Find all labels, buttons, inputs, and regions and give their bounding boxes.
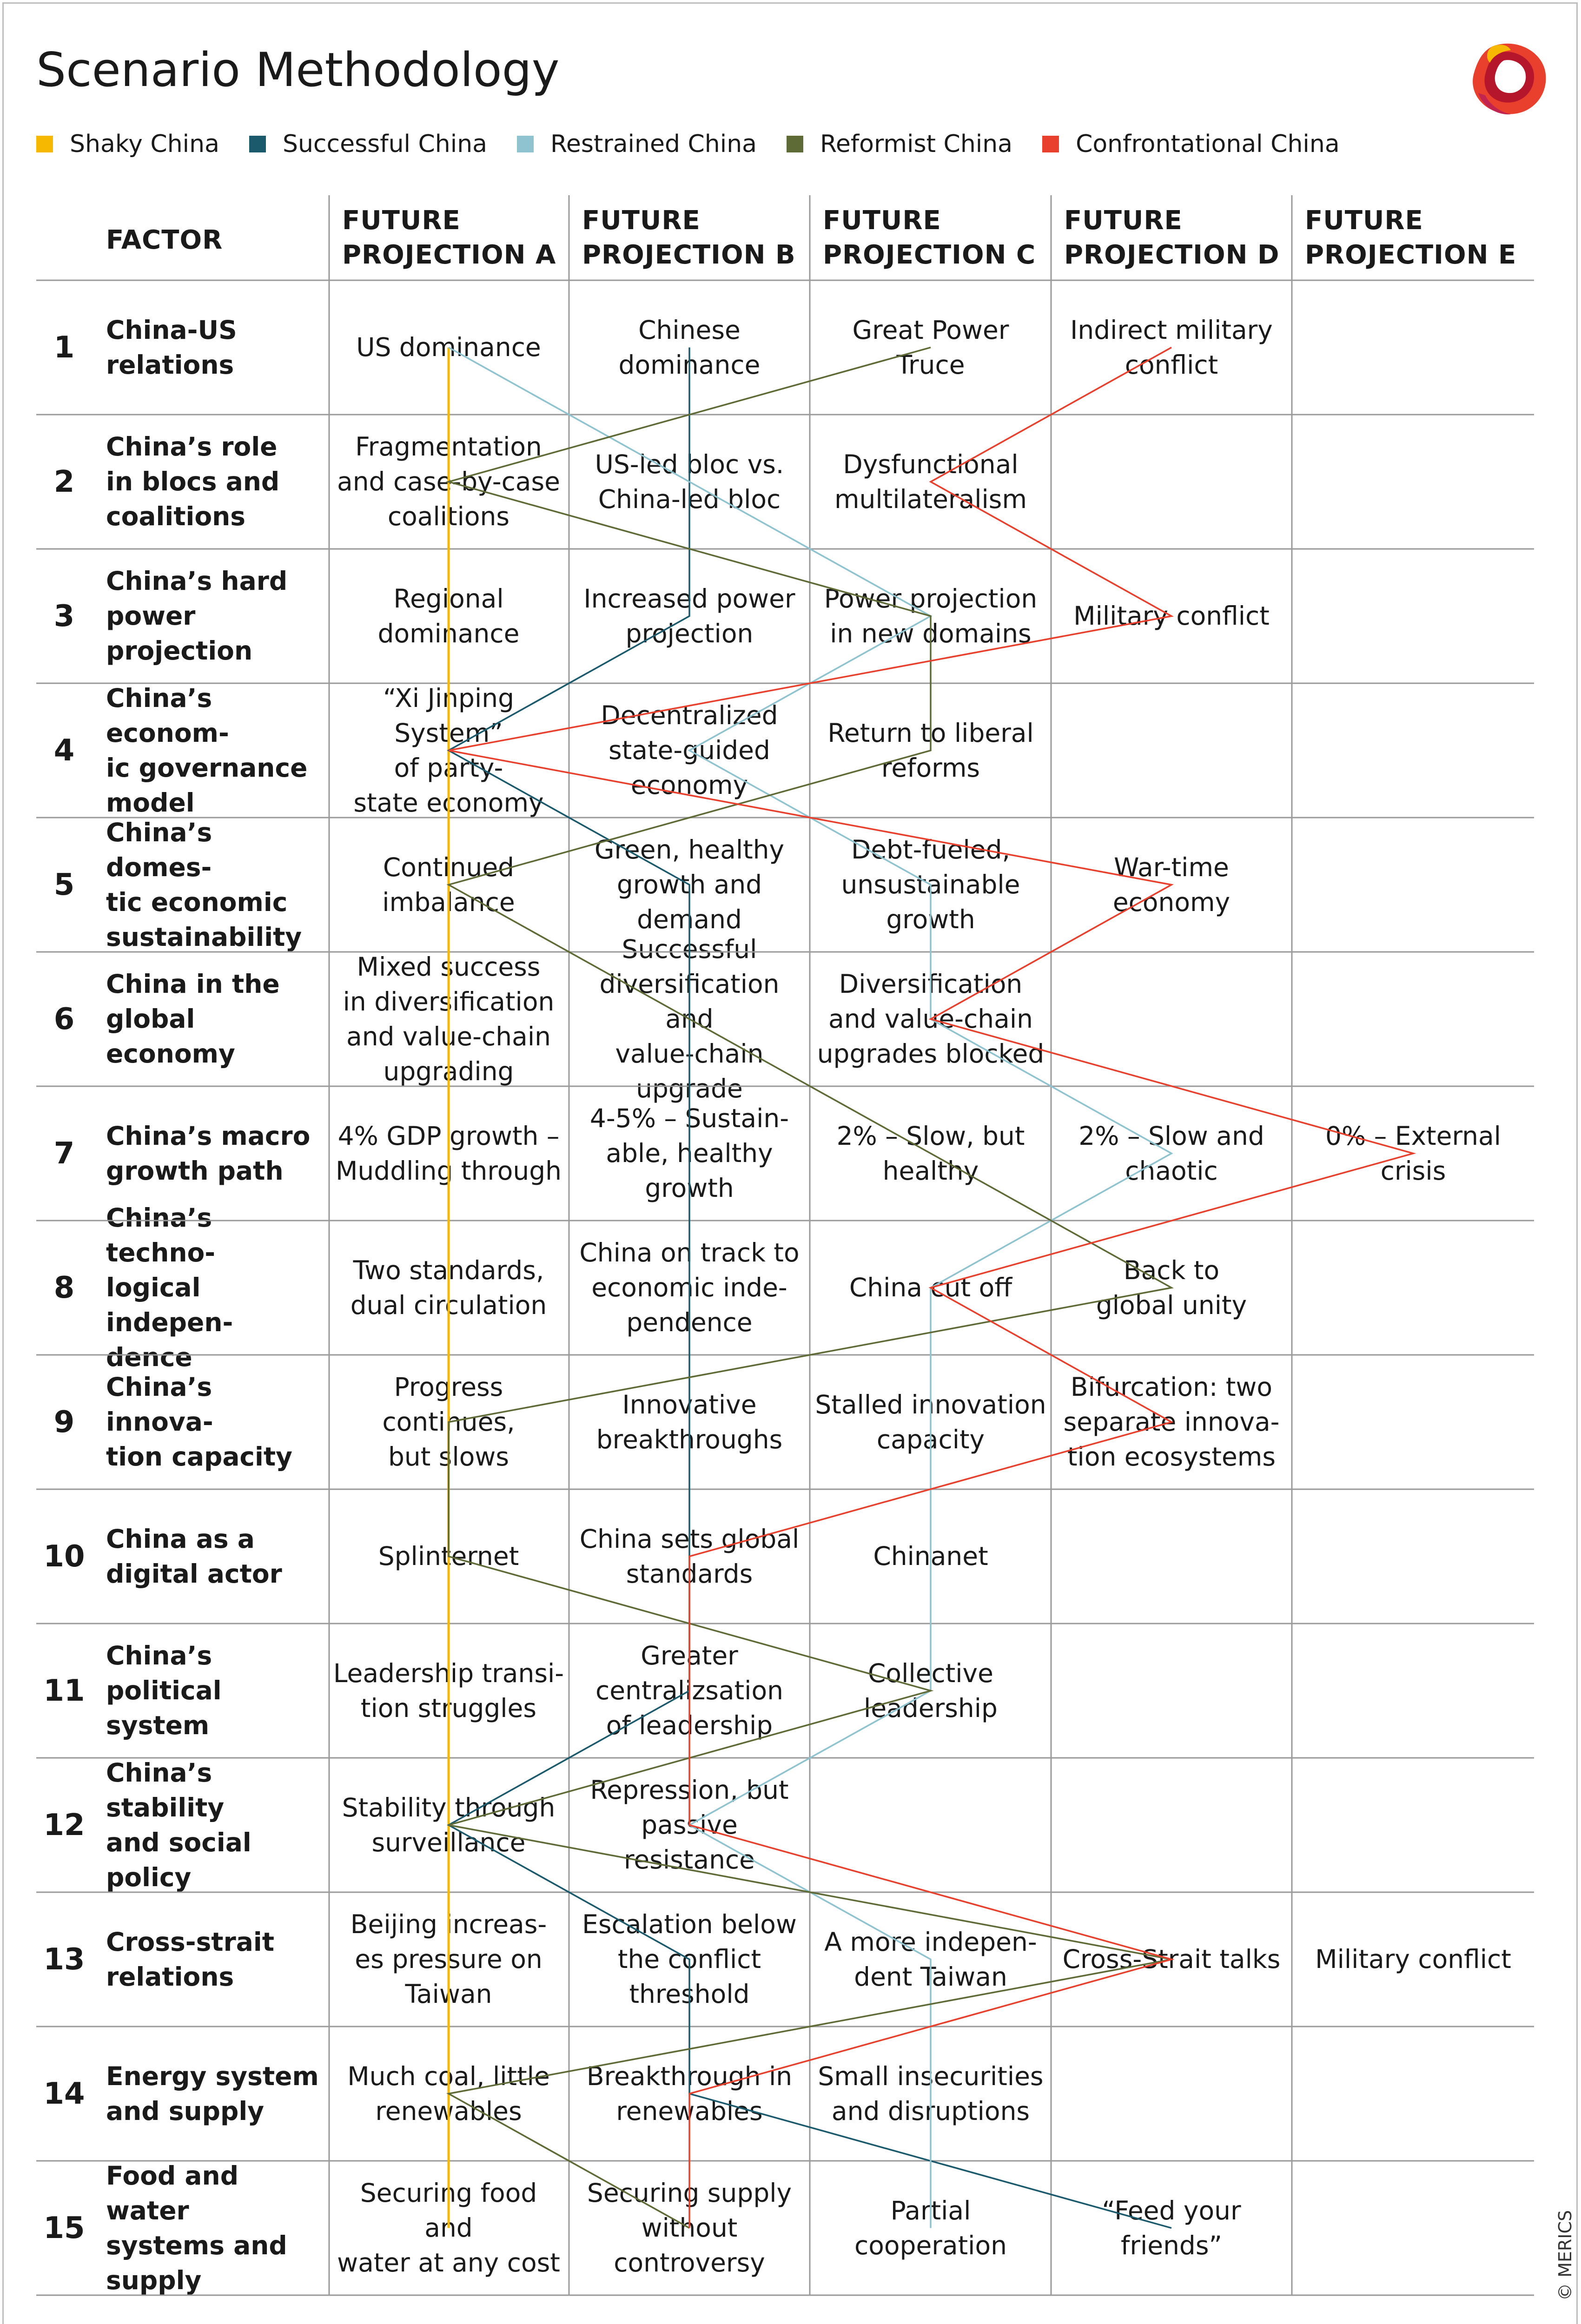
factor-label <box>106 1892 324 2027</box>
projection-cell-line: Breakthrough in <box>586 2061 793 2091</box>
factor-label-line: China’s econom- <box>106 683 229 748</box>
projection-cell-line: threshold <box>629 1979 750 2009</box>
projection-cell-line: China sets global <box>579 1524 800 1554</box>
projection-cell <box>1055 1086 1288 1221</box>
projection-cell-line: 2% – Slow and <box>1078 1121 1264 1151</box>
projection-cell <box>332 1489 565 1624</box>
projection-cell-line: and value-chain <box>828 1004 1033 1034</box>
row-number: 11 <box>43 1673 85 1708</box>
projection-cell-line: Dysfunctional <box>843 449 1019 479</box>
projection-cell <box>332 1355 565 1489</box>
projection-cell <box>573 1624 806 1758</box>
projection-cell <box>814 415 1047 549</box>
projection-cell-line: US dominance <box>356 332 541 362</box>
projection-cell <box>332 1758 565 1892</box>
factor-label-line: relations <box>106 350 234 380</box>
projection-cell <box>573 1086 806 1221</box>
projection-cell-line: without <box>641 2213 738 2243</box>
legend-label: Confrontational China <box>1076 130 1340 158</box>
legend-label: Successful China <box>282 130 488 158</box>
projection-cell-line: economy <box>1112 887 1230 917</box>
projection-cell <box>573 1355 806 1489</box>
factor-label <box>106 415 324 549</box>
projection-cell-line: able, healthy <box>606 1138 773 1168</box>
projection-cell-line: Great Power <box>852 315 1009 345</box>
projection-cell <box>814 1489 1047 1624</box>
row-number: 12 <box>43 1808 85 1842</box>
projection-cell <box>814 2027 1047 2161</box>
projection-cell <box>814 1221 1047 1355</box>
projection-cell-line: centralizsation <box>595 1676 783 1705</box>
factor-label-line: China as a <box>106 1524 255 1554</box>
projection-cell <box>332 280 565 415</box>
projection-cell-line: Beijing increas- <box>350 1909 547 1939</box>
projection-cell-line: Regional <box>393 583 504 614</box>
factor-label-line: China’s political <box>106 1641 222 1705</box>
projection-cell-line: Innovative <box>622 1389 757 1419</box>
factor-label-line: China’s domes- <box>106 817 212 882</box>
projection-cell-line: Collective <box>868 1658 993 1688</box>
factor-label <box>106 1489 324 1624</box>
projection-cell-line: value-chain upgrade <box>615 1039 764 1103</box>
projection-cell <box>332 1624 565 1758</box>
projection-cell-line: economic inde- <box>591 1273 787 1302</box>
projection-cell <box>573 2027 806 2161</box>
projection-cell-line: Return to liberal <box>827 718 1034 748</box>
projection-cell-line: in new domains <box>830 618 1032 648</box>
projection-cell-line: Chinese <box>638 315 741 345</box>
projection-cell-line: surveillance <box>371 1827 526 1857</box>
factor-label-line: Energy system <box>106 2061 319 2091</box>
factor-label-line: tic economic <box>106 887 288 917</box>
projection-cell-line: Securing food and <box>360 2178 537 2243</box>
projection-cell-line: China-led bloc <box>598 484 781 514</box>
row-number: 14 <box>43 2076 85 2111</box>
projection-cell-line: Military conflict <box>1073 601 1270 631</box>
projection-cell-line: dominance <box>618 350 761 380</box>
factor-label-line: China-US <box>106 315 237 345</box>
projection-cell-line: and value-chain <box>346 1021 551 1051</box>
factor-label-line: power projection <box>106 601 253 666</box>
factor-label-line: and social policy <box>106 1827 251 1892</box>
projection-cell-line: 4-5% – Sustain- <box>589 1103 789 1133</box>
projection-cell-line: Partial <box>890 2195 971 2225</box>
projection-header-line: FUTURE <box>342 205 461 236</box>
factor-label-line: system <box>106 1710 210 1740</box>
projection-cell-line: chaotic <box>1125 1155 1218 1186</box>
factor-label-line: China’s innova- <box>106 1372 213 1437</box>
projection-cell-line: demand <box>637 905 742 934</box>
projection-cell-line: Repression, but <box>590 1775 789 1805</box>
projection-cell-line: continues, <box>382 1407 515 1437</box>
legend-label: Restrained China <box>550 130 757 158</box>
legend-label: Shaky China <box>70 130 219 158</box>
projection-cell-line: renewables <box>616 2096 763 2126</box>
projection-cell-line: Debt-fueled, <box>851 835 1011 865</box>
projection-cell-line: in diversification <box>343 986 555 1017</box>
row-number: 7 <box>53 1136 75 1171</box>
projection-cell-line: Muddling through <box>335 1155 562 1186</box>
projection-header-line: PROJECTION D <box>1064 240 1280 270</box>
factor-label-line: in blocs and <box>106 467 280 496</box>
factor-label-line: logical indepen- <box>106 1273 233 1337</box>
projection-cell <box>332 549 565 683</box>
projection-header-line: PROJECTION B <box>582 240 796 270</box>
projection-header-line: PROJECTION C <box>823 240 1036 270</box>
projection-cell-line: water at any cost <box>337 2248 560 2278</box>
factor-label-line: China’s techno- <box>106 1203 216 1268</box>
projection-cell <box>573 280 806 415</box>
projection-cell-line: Securing supply <box>587 2178 792 2208</box>
projection-cell-line: Leadership transi- <box>333 1658 564 1688</box>
projection-header <box>1305 204 1516 272</box>
projection-cell-line: Escalation below <box>582 1909 797 1939</box>
projection-header-line: FUTURE <box>582 205 701 236</box>
factor-label <box>106 683 324 818</box>
factor-label-line: supply <box>106 2265 202 2295</box>
factor-label <box>106 280 324 415</box>
projection-cell <box>332 683 565 818</box>
projection-cell-line: friends” <box>1120 2230 1222 2260</box>
projection-cell-line: economy <box>630 770 748 800</box>
factor-header: FACTOR <box>106 225 223 255</box>
projection-cell-line: Fragmentation <box>355 432 542 462</box>
projection-cell <box>332 415 565 549</box>
projection-cell-line: dual circulation <box>350 1290 547 1320</box>
factor-label-line: China’s stability <box>106 1757 225 1822</box>
factor-label-line: and supply <box>106 2096 265 2126</box>
projection-cell-line: of leadership <box>606 1710 773 1740</box>
projection-cell-line: healthy <box>882 1155 979 1186</box>
projection-cell-line: Taiwan <box>405 1979 492 2009</box>
projection-cell-line: passive resistance <box>623 1810 755 1875</box>
factor-label <box>106 1758 324 1892</box>
row-number: 10 <box>43 1539 85 1574</box>
factor-label-line: coalitions <box>106 502 246 531</box>
projection-cell <box>332 2161 565 2295</box>
projection-cell <box>1055 1221 1288 1355</box>
projection-cell-line: A more indepen- <box>824 1927 1037 1957</box>
projection-cell-line: and case-by-case <box>337 467 560 496</box>
projection-cell-line: dent Taiwan <box>854 1961 1007 1992</box>
factor-label-line: systems and <box>106 2230 287 2260</box>
projection-cell <box>1055 549 1288 683</box>
projection-header <box>582 204 796 272</box>
factor-label <box>106 2027 324 2161</box>
factor-label-line: ic governance <box>106 753 308 783</box>
projection-cell-line: Military conflict <box>1315 1944 1511 1974</box>
projection-cell-line: reforms <box>881 753 980 783</box>
projection-cell <box>814 952 1047 1086</box>
projection-cell-line: Stability through <box>342 1792 556 1822</box>
projection-cell-line: pendence <box>626 1307 753 1337</box>
row-number: 1 <box>53 330 75 365</box>
projection-cell <box>332 818 565 952</box>
row-number: 15 <box>43 2211 85 2245</box>
projection-cell-line: “Feed your <box>1102 2195 1241 2225</box>
row-number: 3 <box>53 599 75 634</box>
projection-header-line: FUTURE <box>823 205 941 236</box>
factor-label <box>106 818 324 952</box>
projection-cell-line: leadership <box>864 1693 998 1723</box>
projection-cell-line: US-led bloc vs. <box>595 449 784 479</box>
projection-cell-line: multilateralism <box>834 484 1027 514</box>
projection-cell-line: state economy <box>353 787 544 818</box>
projection-cell <box>573 549 806 683</box>
factor-label-line: digital actor <box>106 1558 282 1589</box>
projection-cell-line: Mixed success <box>357 951 541 982</box>
projection-cell-line: state-guided <box>609 735 770 765</box>
projection-cell <box>573 683 806 818</box>
projection-cell <box>814 1355 1047 1489</box>
projection-header <box>1064 204 1279 272</box>
projection-cell-line: War-time <box>1114 852 1229 882</box>
factor-label-line: tion capacity <box>106 1442 293 1472</box>
factor-label <box>106 952 324 1086</box>
projection-cell-line: Indirect military <box>1070 315 1273 345</box>
projection-cell-line: 2% – Slow, but <box>836 1121 1025 1151</box>
projection-cell-line: growth and <box>616 870 762 899</box>
row-number: 6 <box>53 1002 75 1037</box>
projection-cell-line: upgrading <box>383 1056 514 1086</box>
projection-cell-line: Increased power <box>583 583 795 614</box>
factor-label-line: China in the <box>106 969 280 999</box>
projection-cell-line: Successful <box>622 934 757 964</box>
projection-cell-line: Stalled innovation <box>815 1389 1046 1419</box>
projection-cell <box>573 2161 806 2295</box>
projection-cell <box>1055 2161 1288 2295</box>
projection-cell-line: tion ecosystems <box>1067 1442 1276 1472</box>
projection-cell <box>814 683 1047 818</box>
copyright-notice: © MERICS <box>1555 2210 1575 2301</box>
factor-label-line: Food and water <box>106 2160 239 2225</box>
projection-cell-line: Much coal, little <box>347 2061 550 2091</box>
projection-cell-line: Truce <box>896 350 965 380</box>
projection-cell-line: breakthroughs <box>596 1424 783 1454</box>
projection-header <box>342 204 556 272</box>
projection-cell-line: dominance <box>377 618 520 648</box>
factor-label-line: Cross-strait <box>106 1927 274 1957</box>
factor-label <box>106 1355 324 1489</box>
projection-cell-line: capacity <box>876 1424 985 1454</box>
projection-cell <box>573 934 806 1103</box>
row-number: 5 <box>53 867 75 902</box>
projection-cell-line: es pressure on <box>355 1944 542 1974</box>
factor-label <box>106 2161 324 2295</box>
factor-label-line: dence <box>106 1342 192 1372</box>
projection-cell-line: tion struggles <box>360 1693 537 1723</box>
projection-cell-line: Greater <box>641 1641 738 1670</box>
projection-cell <box>1297 1086 1529 1221</box>
projection-header <box>823 204 1036 272</box>
projection-cell-line: separate innova- <box>1063 1407 1280 1437</box>
projection-cell <box>814 280 1047 415</box>
projection-cell <box>332 1892 565 2027</box>
row-number: 9 <box>53 1405 75 1439</box>
factor-label-line: China’s role <box>106 432 278 462</box>
projection-cell-line: Two standards, <box>353 1255 544 1285</box>
projection-cell-line: controversy <box>614 2248 765 2278</box>
projection-cell-line: Green, healthy <box>594 835 785 865</box>
projection-cell-line: conflict <box>1125 350 1218 380</box>
projection-cell <box>332 1086 565 1221</box>
projection-cell-line: Progress <box>394 1372 503 1402</box>
factor-label-line: model <box>106 787 195 818</box>
projection-cell-line: unsustainable <box>841 870 1020 899</box>
row-number: 2 <box>53 464 75 499</box>
factor-label-line: global economy <box>106 1004 235 1069</box>
projection-cell-line: Back to <box>1123 1255 1220 1285</box>
projection-cell-line: coalitions <box>387 502 510 531</box>
projection-header-line: FUTURE <box>1305 205 1423 236</box>
projection-cell-line: Decentralized <box>601 700 778 730</box>
projection-cell <box>1055 1892 1288 2027</box>
projection-cell <box>573 415 806 549</box>
projection-cell <box>1055 280 1288 415</box>
projection-cell-line: Diversification <box>839 969 1023 999</box>
factor-label-line: China’s macro <box>106 1121 311 1151</box>
projection-cell-line: the conflict <box>617 1944 761 1974</box>
projection-cell <box>814 2161 1047 2295</box>
projection-cell-line: China on track to <box>579 1238 800 1268</box>
projection-cell <box>573 1892 806 2027</box>
projection-cell-line: growth <box>886 905 975 934</box>
projection-cell <box>1297 1892 1529 2027</box>
projection-cell-line: China cut off <box>849 1273 1012 1302</box>
projection-cell-line: of party- <box>394 753 503 783</box>
projection-cell-line: renewables <box>375 2096 522 2126</box>
projection-cell-line: crisis <box>1380 1155 1446 1186</box>
projection-cell-line: imbalance <box>382 887 515 917</box>
projection-cell <box>814 1086 1047 1221</box>
projection-cell-line: but slows <box>388 1442 509 1472</box>
projection-cell <box>332 952 565 1086</box>
page-title: Scenario Methodology <box>36 42 560 97</box>
projection-cell <box>814 1892 1047 2027</box>
projection-cell <box>332 2027 565 2161</box>
factor-label-line: relations <box>106 1961 234 1992</box>
projection-cell <box>332 1221 565 1355</box>
factor-label <box>106 549 324 683</box>
projection-cell-line: standards <box>626 1558 753 1589</box>
projection-cell-line: diversification and <box>599 969 780 1034</box>
projection-cell-line: Power projection <box>824 583 1038 614</box>
projection-cell-line: global unity <box>1096 1290 1247 1320</box>
projection-cell-line: upgrades blocked <box>817 1039 1045 1069</box>
projection-cell-line: projection <box>625 618 754 648</box>
projection-cell <box>573 1758 806 1892</box>
row-number: 4 <box>53 733 75 768</box>
factor-label <box>106 1203 324 1372</box>
projection-cell-line: Bifurcation: two <box>1070 1372 1273 1402</box>
projection-cell-line: Chinanet <box>873 1541 988 1571</box>
projection-header-line: PROJECTION A <box>342 240 556 270</box>
row-number: 8 <box>53 1270 75 1305</box>
projection-cell-line: Continued <box>383 852 515 882</box>
projection-header-line: FUTURE <box>1064 205 1183 236</box>
projection-cell-line: and disruptions <box>831 2096 1030 2126</box>
factor-label-line: growth path <box>106 1155 284 1186</box>
factor-label-line: sustainability <box>106 922 302 952</box>
projection-cell-line: Splinternet <box>378 1541 519 1571</box>
projection-cell <box>573 1489 806 1624</box>
projection-cell-line: cooperation <box>854 2230 1007 2260</box>
projection-cell-line: 0% – External <box>1325 1121 1501 1151</box>
projection-header-line: PROJECTION E <box>1305 240 1517 270</box>
projection-cell <box>814 1624 1047 1758</box>
projection-cell <box>814 818 1047 952</box>
row-number: 13 <box>43 1942 85 1977</box>
projection-cell-line: Small insecurities <box>818 2061 1044 2091</box>
projection-cell <box>814 549 1047 683</box>
legend-label: Reformist China <box>820 130 1013 158</box>
factor-label-line: China’s hard <box>106 566 288 596</box>
projection-cell-line: Cross-Strait talks <box>1062 1944 1281 1974</box>
projection-cell <box>1055 818 1288 952</box>
projection-cell <box>1055 1355 1288 1489</box>
projection-cell-line: growth <box>645 1173 734 1203</box>
factor-label <box>106 1624 324 1758</box>
projection-cell-line: “Xi Jinping System” <box>383 683 515 748</box>
projection-cell-line: 4% GDP growth – <box>337 1121 560 1151</box>
projection-cell <box>573 1221 806 1355</box>
